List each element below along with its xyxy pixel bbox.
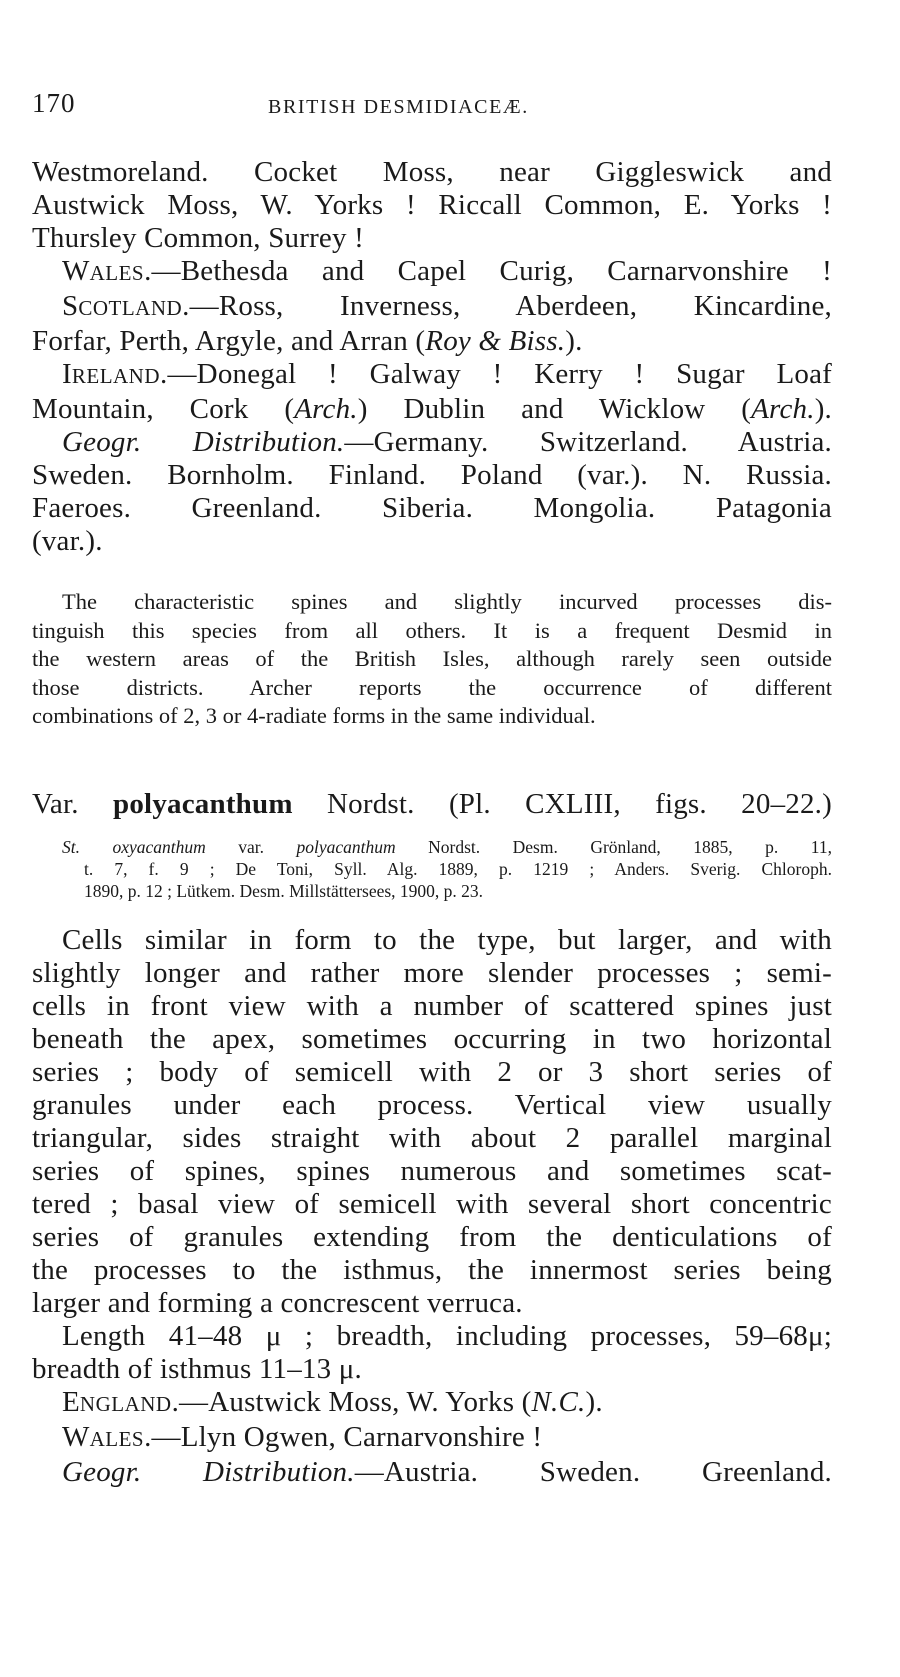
text-line: larger and forming a concrescent verruca. xyxy=(32,1287,523,1319)
page-header xyxy=(32,88,832,128)
region-wales: WALES.—Bethesda and Capel Curig, Carnarvonshire ! xyxy=(62,255,832,287)
text-line: tinguish this species from all others. It is a frequent Desmid in xyxy=(32,617,832,643)
text-line: tered ; basal view of semicell with several short concentric xyxy=(32,1188,832,1220)
text-line: t. 7, f. 9 ; De Toni, Syll. Alg. 1889, p. 1219 ; Anders. Sverig. Chloroph. xyxy=(84,859,832,879)
variety-name: polyacanthum xyxy=(113,788,293,820)
text-line: triangular, sides straight with about 2 parallel marginal xyxy=(32,1122,832,1154)
text-line: Mountain, Cork (Arch.) Dublin and Wicklow (Arch.). xyxy=(32,393,832,425)
running-title: BRITISH DESMIDIACEÆ. xyxy=(268,96,529,118)
text-line: (var.). xyxy=(32,525,103,557)
text-line: those districts. Archer reports the occurrence of different xyxy=(32,674,832,700)
text-line: breadth of isthmus 11–13 μ. xyxy=(32,1353,362,1385)
text-line: granules under each process. Vertical view usually xyxy=(32,1089,832,1121)
text-line: Westmoreland. Cocket Moss, near Giggleswick and xyxy=(32,156,832,188)
variety-heading: Var. polyacanthum Nordst. (Pl. CXLIII, figs. 20–22.) xyxy=(32,788,832,820)
text-line: the processes to the isthmus, the innermost series being xyxy=(32,1254,832,1286)
text-line: Austwick Moss, W. Yorks ! Riccall Common, E. Yorks ! xyxy=(32,189,832,221)
localities-block xyxy=(32,156,832,558)
text-line: series of spines, spines numerous and sometimes scat- xyxy=(32,1155,832,1187)
plate-reference: (Pl. CXLIII, figs. 20–22.) xyxy=(448,788,832,820)
text-line: series ; body of semicell with 2 or 3 short series of xyxy=(32,1056,832,1088)
region-england: ENGLAND.—Austwick Moss, W. Yorks (N.C.). xyxy=(62,1386,603,1418)
text-line: 1890, p. 12 ; Lütkem. Desm. Millstättersees, 1900, p. 23. xyxy=(84,881,484,901)
region-wales: WALES.—Llyn Ogwen, Carnarvonshire ! xyxy=(62,1421,543,1453)
species-note xyxy=(32,588,832,731)
text-line: Sweden. Bornholm. Finland. Poland (var.). N. Russia. xyxy=(32,459,832,491)
region-scotland: SCOTLAND.—Ross, Inverness, Aberdeen, Kincardine, xyxy=(62,290,832,322)
geographic-distribution: Geogr. Distribution.—Germany. Switzerland. Austria. xyxy=(62,426,832,458)
text-line: Thursley Common, Surrey ! xyxy=(32,222,365,254)
variety-description xyxy=(32,924,832,1489)
geographic-distribution: Geogr. Distribution.—Austria. Sweden. Greenland. xyxy=(62,1456,832,1488)
synonymy-citation xyxy=(32,836,832,902)
text-line: cells in front view with a number of scattered spines just xyxy=(32,990,832,1022)
text-line: slightly longer and rather more slender processes ; semi- xyxy=(32,957,832,989)
page-number: 170 xyxy=(32,88,76,118)
text-line: Forfar, Perth, Argyle, and Arran (Roy & Biss.). xyxy=(32,325,583,357)
text-line: Cells similar in form to the type, but larger, and with xyxy=(62,924,832,956)
text-line: combinations of 2, 3 or 4-radiate forms in the same individual. xyxy=(32,703,596,728)
text-line: The characteristic spines and slightly incurved processes dis- xyxy=(62,589,832,614)
region-ireland: IRELAND.—Donegal ! Galway ! Kerry ! Sugar Loaf xyxy=(62,358,832,390)
measurements: Length 41–48 μ ; breadth, including processes, 59–68μ; xyxy=(62,1320,832,1352)
text-line: St. oxyacanthum var. polyacanthum Nordst. Desm. Grönland, 1885, p. 11, xyxy=(62,837,832,857)
text-line: Faeroes. Greenland. Siberia. Mongolia. Patagonia xyxy=(32,492,832,524)
text-line: beneath the apex, sometimes occurring in two horizontal xyxy=(32,1023,832,1055)
text-line: the western areas of the British Isles, although rarely seen outside xyxy=(32,646,832,671)
text-line: series of granules extending from the denticulations of xyxy=(32,1221,832,1253)
